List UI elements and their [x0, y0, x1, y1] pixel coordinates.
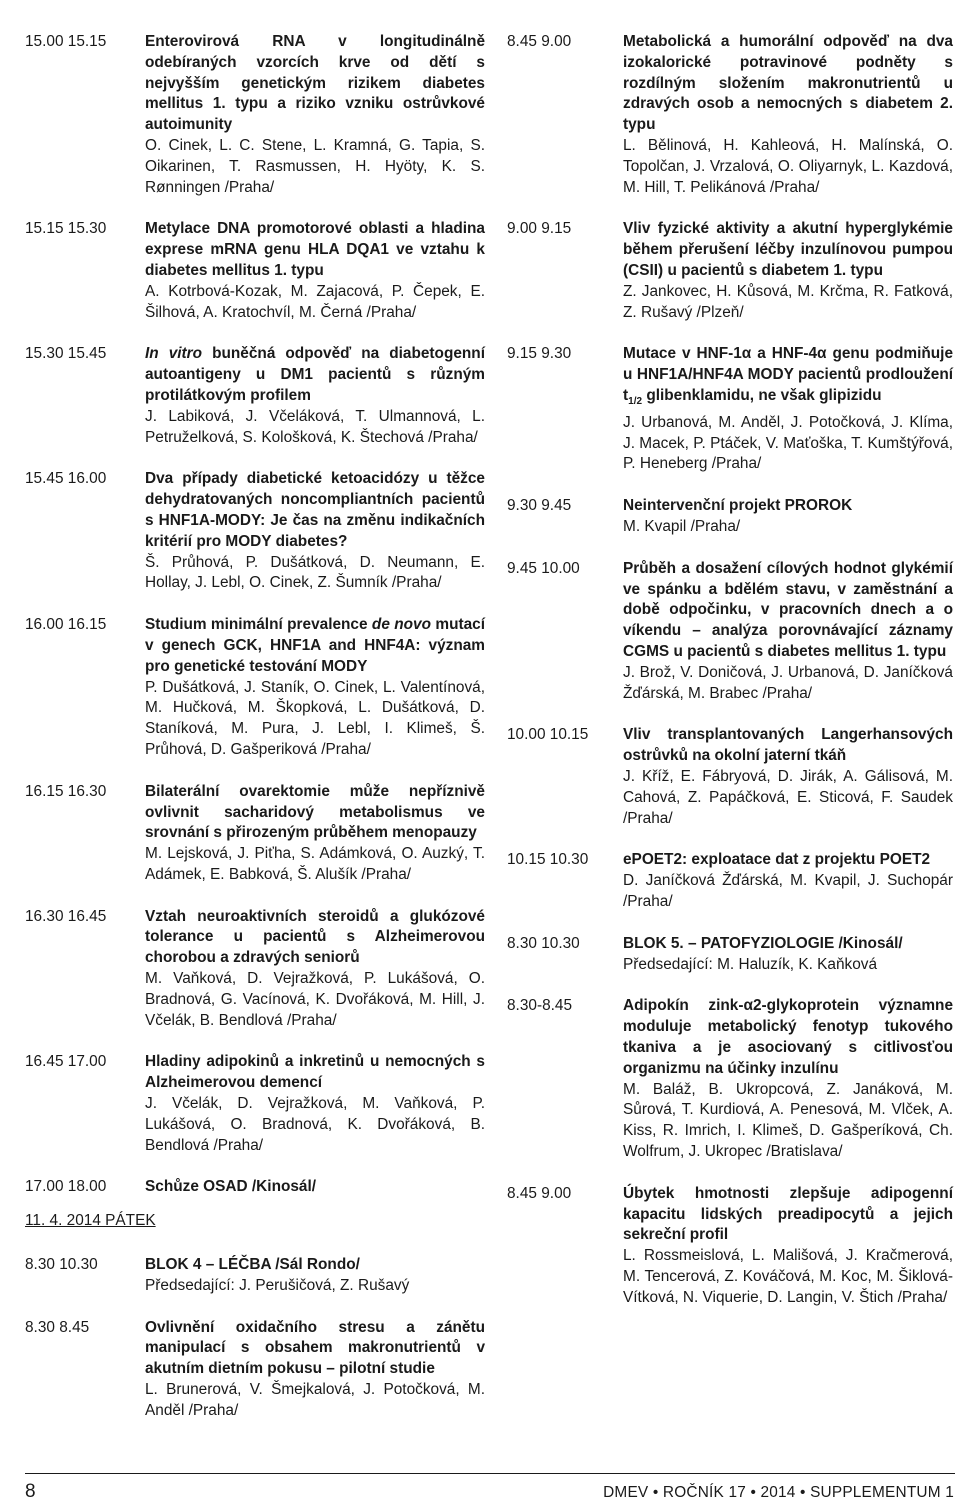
entry-title: Metabolická a humorální odpověď na dva izokalorické potravinové podněty s rozdílným složením makronutrientů u zdravých osob a nemocných s diabetem 2. typu	[623, 33, 953, 134]
program-entry	[507, 344, 953, 475]
in-vitro-label: In vitro	[145, 345, 203, 363]
entry-time: 10.00 10.15	[507, 726, 589, 744]
program-entry	[25, 907, 485, 1032]
entry-title: Úbytek hmotnosti zlepšuje adipogenní kapacitu lidských preadipocytů a jejich sekreční profil	[623, 1184, 953, 1244]
entry-title: Vztah neuroaktivních steroidů a glukózové tolerance u pacientů s Alzheimerovou chorobou a zdravých seniorů	[145, 907, 485, 967]
entry-time: 9.45 10.00	[507, 559, 580, 577]
program-entry	[507, 219, 953, 323]
right-column	[507, 32, 953, 1309]
entry-title: Adipokín zink-α2-glykoprotein významne moduluje metabolický fenotyp tukového tkaniva a je asociovaný s citlivosťou organizmu na účinky inzulínu	[623, 997, 953, 1077]
program-entry	[25, 219, 485, 323]
entry-authors: O. Cinek, L. C. Stene, L. Kramná, G. Tapia, S. Oikarinen, T. Rasmussen, H. Hyöty, K. S. Rønningen /Praha/	[145, 136, 485, 196]
entry-title: Schůze OSAD /Kinosál/	[145, 1178, 317, 1196]
program-entry	[25, 469, 485, 594]
program-entry	[507, 725, 953, 829]
entry-authors: J. Kříž, E. Fábryová, D. Jirák, A. Gálisová, M. Cahová, Z. Papáčková, E. Sticová, F. Saudek /Praha/	[623, 767, 953, 827]
entry-chairs: Předsedající: M. Haluzík, K. Kaňková	[623, 955, 878, 973]
entry-authors: M. Lejsková, J. Piťha, S. Adámková, O. Auzký, T. Adámek, E. Babková, Š. Alušík /Praha/	[145, 845, 485, 883]
program-entry	[507, 996, 953, 1162]
entry-authors: P. Dušátková, J. Staník, O. Cinek, L. Valentínová, M. Hučková, M. Škopková, L. Dušátková, D. Staníková, M. Pura, J. Lebl, I. Klimeš, Š. Průhová, D. Gašperiková /Praha/	[145, 678, 485, 758]
entry-time: 16.45 17.00	[25, 1053, 107, 1071]
entry-time: 8.45 9.00	[507, 33, 572, 50]
program-entry	[507, 934, 953, 976]
entry-time: 8.30 10.30	[507, 934, 580, 952]
entry-title: Studium minimální prevalence de novo mutací v genech GCK, HNF1A and HNF4A: význam pro genetické testování MODY	[145, 616, 485, 675]
entry-title: Průběh a dosažení cílových hodnot glykémií ve spánku a bdělém stavu, v zaměstnání a době odpočinku, v pracovních dnech a o víkendu – analýza porovnávající záznamy CGMS u pacientů s diabetes mellitus 1. typu	[623, 559, 953, 660]
entry-title: Enterovirová RNA v longitudinálně odebíraných vzorcích krve od dětí s nejvyšším genetickým rizikem diabetes mellitus 1. typu a riziko vzniku ostrůvkové autoimunity	[145, 33, 485, 134]
program-entry	[25, 32, 485, 198]
entry-time: 9.00 9.15	[507, 220, 572, 238]
entry-time: 9.15 9.30	[507, 345, 572, 363]
entry-authors: Z. Jankovec, H. Kůsová, M. Krčma, R. Fatková, Z. Rušavý /Plzeň/	[623, 282, 953, 321]
entry-authors: M. Baláž, B. Ukropcová, Z. Janáková, M. Sůrová, T. Kurdiová, A. Penesová, M. Vlček, A. Kiss, R. Imrich, I. Klimeš, D. Gašperíková, Ch. Wolfrum, J. Ukropec /Bratislava/	[623, 1080, 953, 1160]
entry-authors: Š. Průhová, P. Dušátková, D. Neumann, E. Hollay, J. Lebl, O. Cinek, Z. Šumník /Praha/	[145, 553, 485, 592]
entry-time: 8.30 10.30	[25, 1256, 98, 1274]
entry-time: 15.45 16.00	[25, 470, 107, 488]
program-entry	[25, 344, 485, 448]
entry-time: 16.00 16.15	[25, 616, 107, 634]
entry-authors: J. Labiková, J. Včeláková, T. Ulmannová, L. Petruželková, S. Kološková, K. Štechová /Praha/	[145, 407, 485, 446]
entry-time: 16.15 16.30	[25, 782, 107, 800]
entry-title: BLOK 4 – LÉČBA /Sál Rondo/	[145, 1256, 360, 1274]
entry-title: BLOK 5. – PATOFYZIOLOGIE /Kinosál/	[623, 934, 903, 952]
entry-title: Mutace v HNF-1α a HNF-4α genu podmiňuje u HNF1A/HNF4A MODY pacientů prodloužení $t_{1/2}$ glibenklamidu, ne však glipizidu	[623, 345, 953, 408]
program-entry	[25, 1052, 485, 1156]
entry-time: 8.30 8.45	[25, 1318, 90, 1336]
entry-title: Vliv fyzické aktivity a akutní hyperglykémie během přerušení léčby inzulínovou pumpou (CSII) u pacientů s diabetem 1. typu	[623, 220, 953, 279]
entry-time: 8.45 9.00	[507, 1184, 572, 1202]
program-entry	[25, 1255, 485, 1297]
entry-chairs: Předsedající: J. Perušičová, Z. Rušavý	[145, 1276, 410, 1294]
program-entry	[25, 1318, 485, 1422]
entry-title: ePOET2: exploatace dat z projektu POET2	[623, 851, 931, 869]
entry-time: 9.30 9.45	[507, 497, 572, 515]
entry-time: 8.30-8.45	[507, 997, 573, 1015]
journal-footer: DMEV • ROČNÍK 17 • 2014 • SUPPLEMENTUM 1	[603, 1484, 954, 1501]
entry-time: 15.00 15.15	[25, 33, 107, 50]
entry-title: Metylace DNA promotorové oblasti a hladina exprese mRNA genu HLA DQA1 ve vztahu k diabetes mellitus 1. typu	[145, 220, 485, 279]
entry-authors: L. Rossmeislová, L. Mališová, J. Kračmerová, M. Tencerová, Z. Kováčová, M. Koc, M. Šiklová-Vítková, N. Viquerie, D. Langin, V. Štich /Praha/	[623, 1247, 953, 1306]
program-entry	[25, 1177, 485, 1198]
program-entry	[507, 850, 953, 912]
entry-authors: M. Vaňková, D. Vejražková, P. Lukášová, O. Bradnová, G. Vacínová, K. Dvořáková, M. Hill, J. Včelák, B. Bendlová /Praha/	[145, 970, 485, 1029]
program-entry	[507, 32, 953, 198]
entry-authors: J. Brož, V. Doničová, J. Urbanová, D. Janíčková Žďárská, M. Brabec /Praha/	[623, 663, 953, 702]
entry-title: Dva případy diabetické ketoacidózy u těžce dehydratovaných noncompliantních pacientů s HNF1A-MODY: Je čas na změnu indikačních kritérií pro MODY diabetes?	[145, 470, 485, 550]
entry-authors: J. Včelák, D. Vejražková, M. Vaňková, P. Lukášová, O. Bradnová, K. Dvořáková, B. Bendlová /Praha/	[145, 1095, 485, 1154]
entry-title: Neintervenční projekt PROROK	[623, 497, 853, 515]
entry-authors: L. Bělinová, H. Kahleová, H. Malínská, O. Topolčan, J. Vrzalová, O. Oliyarnyk, L. Kazdová, M. Hill, T. Pelikánová /Praha/	[623, 136, 953, 196]
entry-authors: D. Janíčková Žďárská, M. Kvapil, J. Suchopár /Praha/	[623, 872, 953, 910]
entry-time: 10.15 10.30	[507, 851, 589, 869]
footer-divider	[25, 1473, 955, 1474]
entry-title: Vliv transplantovaných Langerhansových ostrůvků na okolní jaterní tkáň	[623, 726, 953, 765]
entry-time: 17.00 18.00	[25, 1178, 107, 1196]
program-entry	[507, 496, 953, 538]
entry-authors: J. Urbanová, M. Anděl, J. Potočková, J. Klíma, J. Macek, P. Ptáček, V. Maťoška, T. Kumštýřová, P. Heneberg /Praha/	[623, 413, 953, 473]
entry-authors: M. Kvapil /Praha/	[623, 518, 741, 536]
entry-title: Hladiny adipokinů a inkretinů u nemocných s Alzheimerovou demencí	[145, 1053, 485, 1092]
entry-title: In vitro buněčná odpověď na diabetogenní autoantigeny u DM1 pacientů s různým protilátkovým profilem	[145, 345, 485, 404]
program-entry	[507, 559, 953, 705]
page-number: 8	[25, 1481, 36, 1502]
program-entry	[507, 1184, 953, 1309]
day-heading: 11. 4. 2014 PÁTEK	[25, 1212, 156, 1230]
entry-authors: L. Brunerová, V. Šmejkalová, J. Potočková, M. Anděl /Praha/	[145, 1381, 485, 1419]
entry-time: 16.30 16.45	[25, 907, 107, 925]
program-entry	[25, 615, 485, 761]
entry-title: Bilaterální ovarektomie může nepříznivě ovlivnit sacharidový metabolismus ve srovnání s přirozeným průběhem menopauzy	[145, 782, 485, 842]
entry-time: 15.30 15.45	[25, 345, 107, 363]
entry-title: Ovlivnění oxidačního stresu a zánětu manipulací s obsahem makronutrientů v akutním dietním pokusu – pilotní studie	[145, 1318, 485, 1378]
left-column	[25, 32, 485, 1422]
entry-authors: A. Kotrbová-Kozak, M. Zajacová, P. Čepek, E. Šilhová, A. Kratochvíl, M. Černá /Praha/	[145, 282, 485, 321]
entry-time: 15.15 15.30	[25, 220, 107, 238]
program-entry	[25, 782, 485, 886]
